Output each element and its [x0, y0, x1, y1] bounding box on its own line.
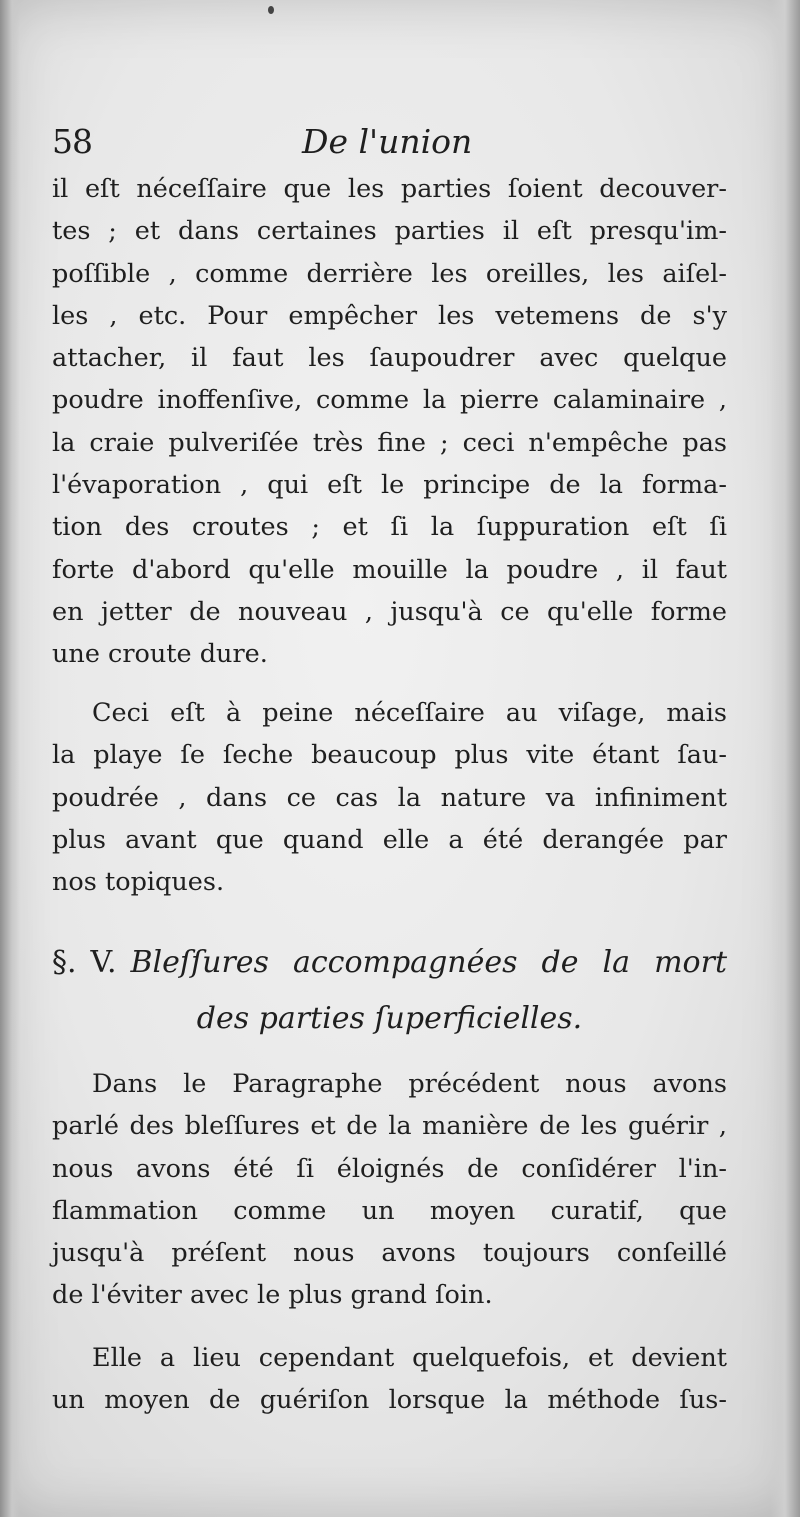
text-line: plus avant que quand elle a été derangée par	[52, 824, 727, 855]
page-number: 58	[52, 122, 92, 161]
text-line: poudrée , dans ce cas la nature va infiniment	[52, 782, 727, 813]
text-line: une croute dure.	[52, 639, 268, 670]
text-line: Dans le Paragraphe précédent nous avons	[92, 1069, 727, 1099]
text-line: l'évaporation , qui eſt le principe de la forma-	[52, 470, 727, 501]
text-line: parlé des bleſſures et de la manière de les guérir ,	[52, 1111, 727, 1142]
text-line: tion des croutes ; et ſi la ſuppuration eſt ſi	[52, 512, 727, 543]
running-title: De l'union	[302, 122, 473, 161]
section-heading-line-1	[52, 935, 727, 991]
text-line: jusqu'à préſent nous avons toujours conſeillé	[52, 1238, 727, 1269]
text-line: les , etc. Pour empêcher les vetemens de s'y	[52, 300, 727, 331]
text-line: poſſible , comme derrière les oreilles, les aiſel-	[52, 258, 727, 289]
text-line: la playe ſe ſeche beaucoup plus vite étant ſau-	[52, 740, 727, 771]
text-line: forte d'abord qu'elle mouille la poudre , il faut	[52, 554, 727, 585]
text-line: flammation comme un moyen curatif, que	[52, 1195, 727, 1226]
section-title-part-2: des parties ſuperficielles.	[196, 1001, 583, 1036]
running-header	[52, 122, 752, 172]
section-number: V.	[90, 945, 117, 980]
section-mark: §.	[52, 945, 77, 980]
section-heading	[52, 935, 727, 1047]
text-line: en jetter de nouveau , jusqu'à ce qu'elle forme	[52, 596, 727, 627]
paragraph-2	[52, 692, 727, 903]
paragraph-1	[52, 168, 727, 676]
text-line: poudre inoffenſive, comme la pierre calaminaire ,	[52, 385, 727, 416]
text-line: il eſt néceſſaire que les parties ſoient decouver-	[52, 174, 727, 204]
text-line: Ceci eſt à peine néceſſaire au viſage, mais	[92, 698, 727, 728]
text-line: un moyen de guériſon lorsque la méthode ſus-	[52, 1385, 727, 1416]
text-line: nos topiques.	[52, 867, 225, 898]
page-left-edge-shadow	[0, 0, 20, 1517]
page-right-edge-shadow	[770, 0, 800, 1517]
text-line: tes ; et dans certaines parties il eſt presqu'im-	[52, 216, 727, 247]
ink-spot	[268, 6, 274, 14]
section-title-part-1: Bleſſures accompagnées de la mort	[130, 945, 727, 980]
text-line: Elle a lieu cependant quelquefois, et devient	[92, 1343, 727, 1373]
text-line: nous avons été ſi éloignés de conſidérer l'in-	[52, 1153, 727, 1184]
text-line: attacher, il faut les ſaupoudrer avec quelque	[52, 343, 727, 374]
text-line: de l'éviter avec le plus grand ſoin.	[52, 1280, 493, 1311]
paragraph-3	[52, 1063, 727, 1317]
text-line: la craie pulveriſée très fine ; ceci n'empêche pas	[52, 427, 727, 458]
paragraph-4	[52, 1337, 727, 1422]
